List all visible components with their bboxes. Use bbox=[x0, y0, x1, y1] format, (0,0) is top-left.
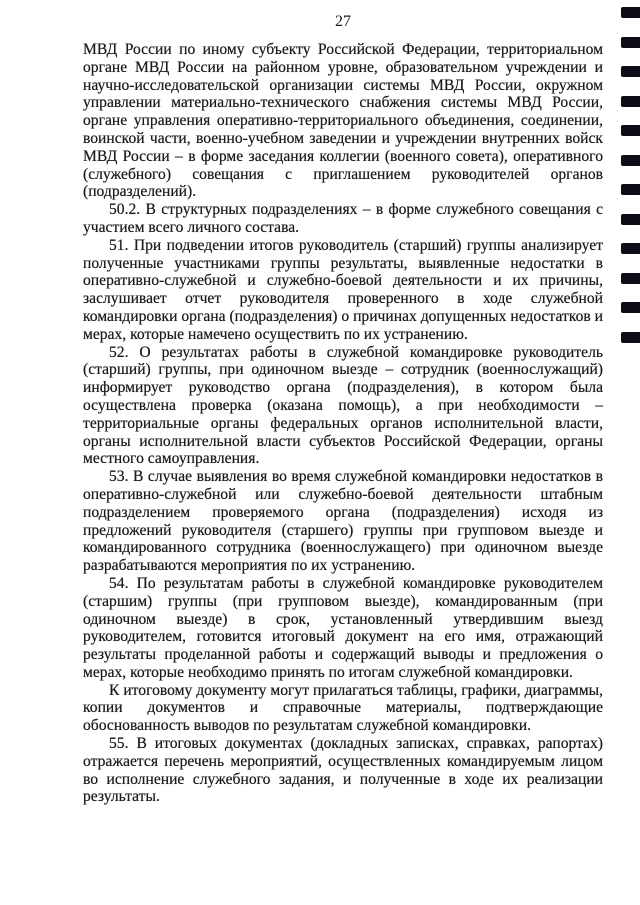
paragraph: 50.2. В структурных подразделениях – в форме служебного совещания с участием всего личного состава. bbox=[83, 201, 603, 236]
scan-mark bbox=[621, 332, 640, 343]
scan-mark bbox=[621, 302, 640, 313]
scan-mark bbox=[621, 184, 640, 195]
paragraph: К итоговому документу могут прилагаться таблицы, графики, диаграммы, копии документов и справочные материалы, подтверждающие обоснованность выводов по результатам служебной командировки. bbox=[83, 681, 603, 735]
scan-mark bbox=[621, 214, 640, 225]
paragraph: МВД России по иному субъекту Российской Федерации, территориальном органе МВД России на районном уровне, образовательном учреждении и научно-исследовательской организации системы МВД России, окружном управлении материально-технического снабжения системы МВД России, органе управления оперативно-территориального объединения, соединении, воинской части, военно-учебном заведении и учреждении внутренних войск МВД России – в форме заседания коллегии (военного совета), оперативного (служебного) совещания с приглашением руководителей органов (подразделений). bbox=[83, 41, 603, 201]
paragraph: 52. О результатах работы в служебной командировке руководитель (старший) группы, при одиночном выезде – сотрудник (военнослужащий) информирует руководство органа (подразделения), в котором была осуществлена проверка (оказана помощь), а при необходимости – территориальные органы федеральных органов исполнительной власти, органы исполнительной власти субъектов Российской Федерации, органы местного самоуправления. bbox=[83, 343, 603, 468]
document-text bbox=[83, 41, 603, 806]
paragraph: 53. В случае выявления во время служебной командировки недостатков в оперативно-служебной или служебно-боевой деятельности штабным подразделением проверяемого органа (подразделения) исходя из предложений руководителя (старшего) группы при групповом выезде и командированного сотрудника (военнослужащего) при одиночном выезде разрабатываются мероприятия по их устранению. bbox=[83, 468, 603, 575]
scan-mark bbox=[621, 243, 640, 254]
paragraph: 55. В итоговых документах (докладных записках, справках, рапортах) отражается перечень мероприятий, осуществленных командируемым лицом во исполнение служебного задания, и полученные в ходе их реализации результаты. bbox=[83, 735, 603, 806]
scan-mark bbox=[621, 273, 640, 284]
page-number: 27 bbox=[335, 13, 351, 30]
scan-mark bbox=[621, 37, 640, 48]
paragraph: 51. При подведении итогов руководитель (старший) группы анализирует полученные участниками группы результаты, выявленные недостатки в оперативно-служебной и служебно-боевой деятельности и их причины, заслушивает отчет руководителя проверенного в ходе служебной командировки органа (подразделения) о причинах допущенных недостатков и мерах, которые намечено осуществить по их устранению. bbox=[83, 236, 603, 343]
scan-mark bbox=[621, 66, 640, 77]
scan-mark bbox=[621, 96, 640, 107]
scan-mark bbox=[621, 155, 640, 166]
scan-mark bbox=[621, 125, 640, 136]
paragraph: 54. По результатам работы в служебной командировке руководителем (старшим) группы (при групповом выезде), командированным (при одиночном выезде) в срок, установленный утвердившим выезд руководителем, готовится итоговый документ на его имя, отражающий результаты проделанной работы и содержащий выводы и предложения о мерах, которые необходимо принять по итогам служебной командировки. bbox=[83, 574, 603, 681]
scan-mark bbox=[621, 7, 640, 18]
